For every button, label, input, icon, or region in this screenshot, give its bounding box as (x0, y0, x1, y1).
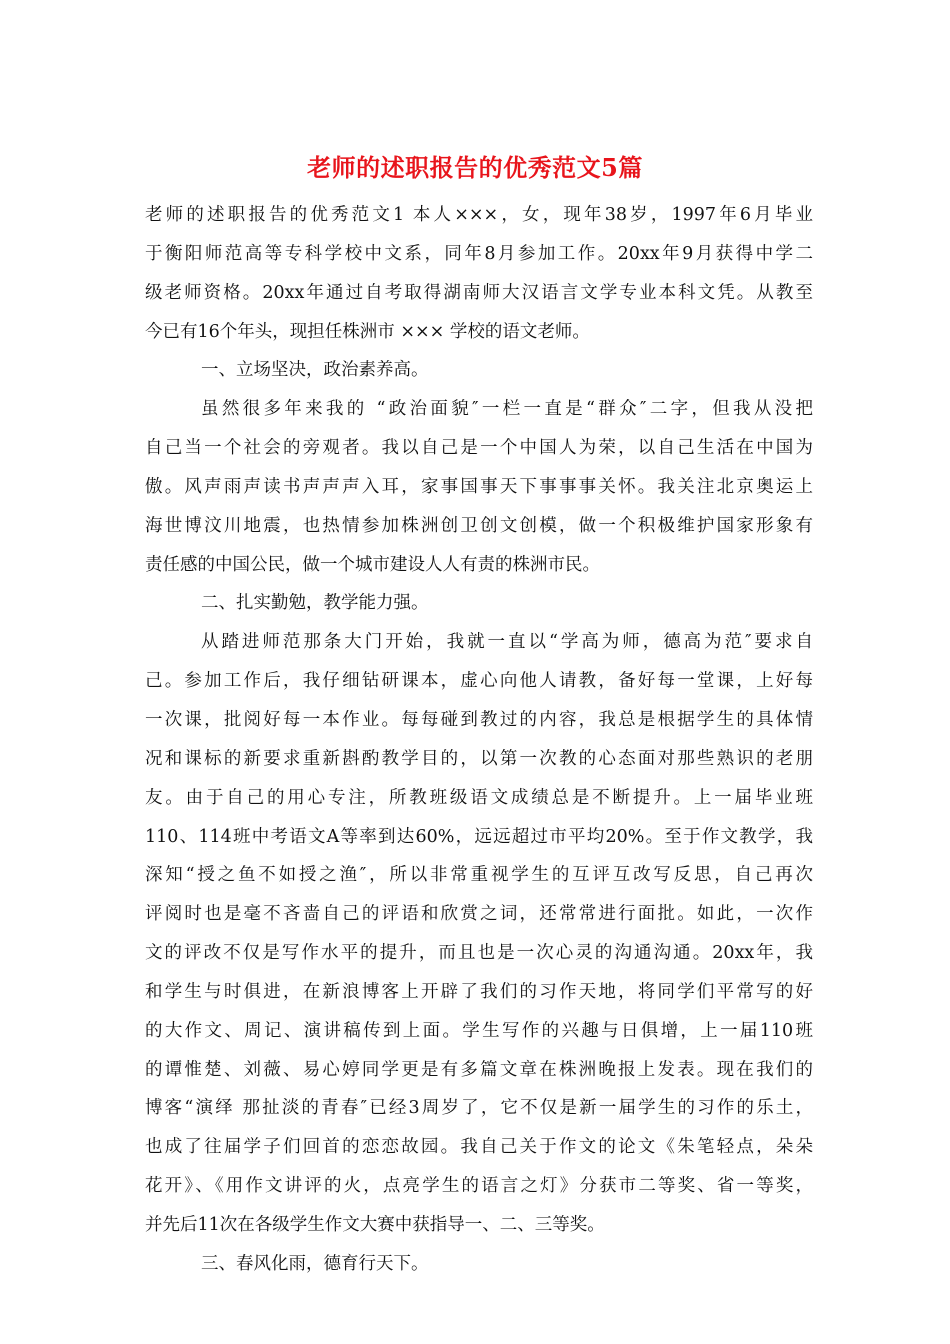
body-line: 责任感的中国公民，做一个城市建设人人有责的株洲市民。 (145, 554, 600, 575)
body-line: 并先后11次在各级学生作文大赛中获指导一、二、三等奖。 (145, 1214, 605, 1235)
document-title: 老师的述职报告的优秀范文5篇 (307, 153, 643, 182)
section-heading: 二、扎实勤勉，教学能力强。 (201, 593, 429, 614)
section-heading: 一、立场坚决，政治素养高。 (201, 360, 429, 381)
body-line: 从踏进师范那条大门开始，我就一直以“学高为师，德高为范″要求自 (201, 632, 813, 653)
body-line: 一次课，批阅好每一本作业。每每碰到教过的内容，我总是根据学生的具体情 (145, 709, 813, 730)
body-line: 的谭惟楚、刘薇、易心婷同学更是有多篇文章在株洲晚报上发表。现在我们的 (145, 1059, 813, 1080)
body-line: 110、114班中考语文A等率到达60%，远远超过市平均20%。至于作文教学，我 (145, 826, 813, 847)
body-line: 文的评改不仅是写作水平的提升，而且也是一次心灵的沟通沟通。20xx年，我 (145, 943, 813, 964)
body-line: 于衡阳师范高等专科学校中文系，同年8月参加工作。20xx年9月获得中学二 (145, 243, 813, 264)
body-line: 海世博汶川地震，也热情参加株洲创卫创文创模，做一个积极维护国家形象有 (145, 515, 813, 536)
body-line: 评阅时也是毫不吝啬自己的评语和欣赏之词，还常常进行面批。如此，一次作 (145, 904, 813, 925)
section-heading: 三、春风化雨，德育行天下。 (201, 1253, 429, 1274)
body-line: 和学生与时俱进，在新浪博客上开辟了我们的习作天地，将同学们平常写的好 (145, 981, 813, 1002)
body-line: 深知“授之鱼不如授之渔″，所以非常重视学生的互评互改写反思，自己再次 (145, 865, 813, 886)
body-line: 友。由于自己的用心专注，所教班级语文成绩总是不断提升。上一届毕业班 (145, 787, 813, 808)
body-line: 老师的述职报告的优秀范文1 本人×××，女，现年38岁，1997年6月毕业 (145, 205, 813, 225)
body-line: 况和课标的新要求重新斟酌教学目的，以第一次教的心态面对那些熟识的老朋 (145, 748, 813, 769)
body-line: 傲。风声雨声读书声声声入耳，家事国事天下事事事关怀。我关注北京奥运上 (145, 476, 813, 497)
body-line: 的大作文、周记、演讲稿传到上面。学生写作的兴趣与日俱增，上一届110班 (145, 1020, 813, 1041)
body-line: 博客“演绎 那扯淡的青春″已经3周岁了，它不仅是新一届学生的习作的乐土， (145, 1098, 813, 1119)
body-line: 级老师资格。20xx年通过自考取得湖南师大汉语言文学专业本科文凭。从教至 (145, 282, 813, 303)
body-line: 今已有16个年头，现担任株洲市 ××× 学校的语文老师。 (145, 321, 590, 342)
body-line: 也成了往届学子们回首的恋恋故园。我自己关于作文的论文《朱笔轻点，朵朵 (145, 1137, 813, 1158)
body-line: 虽然很多年来我的 “政治面貌″一栏一直是“群众″二字，但我从没把 (201, 399, 813, 420)
body-line: 花开》、《用作文讲评的火，点亮学生的语言之灯》分获市二等奖、省一等奖， (145, 1176, 813, 1197)
document-body (145, 196, 813, 1284)
body-line: 己。参加工作后，我仔细钻研课本，虚心向他人请教，备好每一堂课，上好每 (145, 671, 813, 692)
body-line: 自己当一个社会的旁观者。我以自己是一个中国人为荣，以自己生活在中国为 (145, 438, 813, 459)
